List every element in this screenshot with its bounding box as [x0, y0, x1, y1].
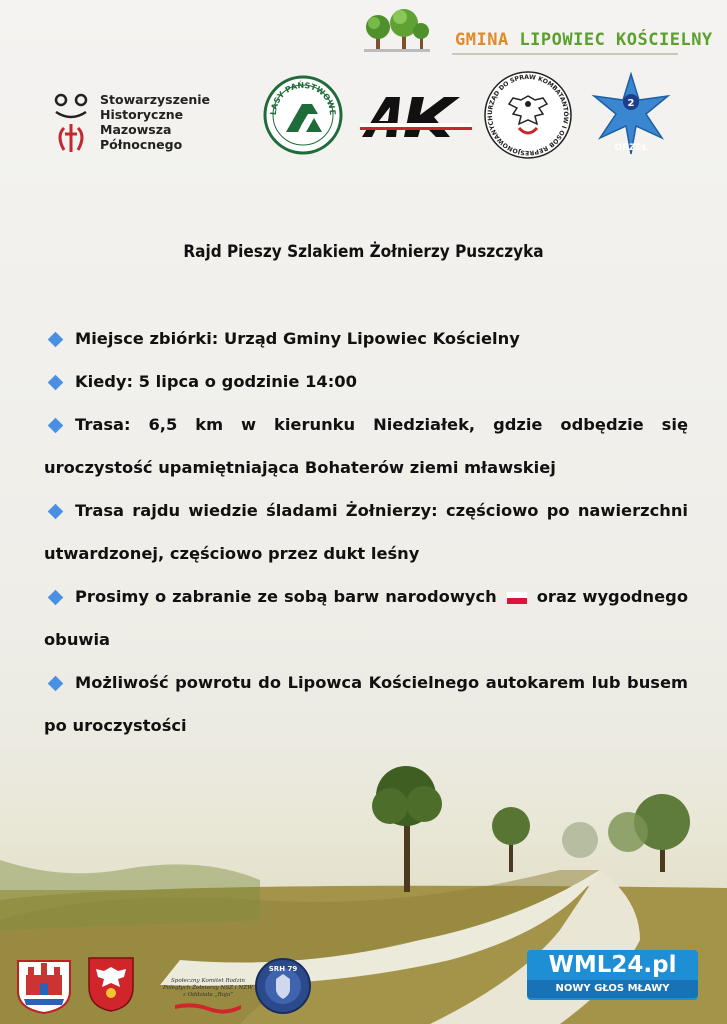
event-item-route [44, 403, 688, 489]
event-item-trail [44, 489, 688, 575]
orzel-badge-logo [590, 72, 672, 158]
gmina-title-part2: LIPOWIEC KOŚCIELNY [519, 30, 713, 50]
org-name [100, 92, 210, 152]
bullet-diamond-icon [48, 331, 64, 347]
urzad-kombatantow-text: URZĄD DO SPRAW KOMBATANTÓW I OSÓB REPRESJONOWANYCH [486, 73, 570, 157]
org-name-line: Stowarzyszenie [100, 92, 210, 107]
wml24-logo[interactable] [527, 950, 698, 1000]
bullet-diamond-icon [48, 589, 64, 605]
lasy-panstwowe-text: LASY PAŃSTWOWE [268, 80, 338, 116]
bullet-diamond-icon [48, 675, 64, 691]
org-name-line: Północnego [100, 137, 183, 152]
event-item-text: Miejsce zbiórki: Urząd Gminy Lipowiec Kościelny [75, 329, 520, 348]
gmina-title [455, 30, 713, 50]
polish-flag-icon [507, 592, 527, 604]
armia-krajowa-logo [360, 95, 472, 139]
event-item-text: Kiedy: 5 lipca o godzinie 14:00 [75, 372, 357, 391]
komitet-logo [162, 978, 254, 1015]
srh-text: SRH 79 [268, 965, 298, 973]
event-item-return [44, 661, 688, 747]
tree-icon [488, 806, 534, 872]
event-item-when [44, 360, 688, 403]
org-name-line: Mazowsza [100, 122, 172, 137]
gmina-underline [452, 53, 678, 55]
bullet-diamond-icon [48, 374, 64, 390]
bullet-diamond-icon [48, 503, 64, 519]
org-name-line: Historyczne [100, 107, 184, 122]
lasy-panstwowe-logo [262, 74, 344, 156]
org-logo [52, 92, 210, 154]
trees-icon [362, 5, 432, 55]
wml24-subtitle: NOWY GŁOS MŁAWY [527, 980, 698, 998]
event-details [44, 317, 688, 747]
komitet-text-line: Społeczny Komitet Rodzin [170, 978, 246, 984]
event-item-text-cont: oraz wygodnego obuwia [44, 587, 689, 649]
komitet-text-line: z Oddziału „Roja” [182, 992, 234, 998]
tree-icon [560, 820, 600, 860]
wml24-title: WML24.pl [548, 952, 677, 978]
orzel-badge-text: ORZEŁ [614, 143, 648, 153]
tree-icon [362, 756, 452, 896]
mlawa-coat-of-arms-icon [14, 957, 74, 1015]
komitet-text-line: Poległych Żołnierzy NSZ i NZW [163, 985, 253, 991]
srh-badge-logo [254, 957, 312, 1015]
event-item-bring [44, 575, 688, 661]
tree-icon [604, 792, 700, 874]
event-item-text: Trasa rajdu wiedzie śladami Żołnierzy: częściowo po nawierzchni utwardzonej, częściowo przez dukt leśny [44, 501, 688, 563]
gmina-title-part1: GMINA [455, 30, 509, 50]
powiat-coat-of-arms-icon [86, 955, 136, 1013]
event-title: Rajd Pieszy Szlakiem Żołnierzy Puszczyka [183, 242, 544, 262]
komitet-flag-ribbon-icon [173, 1001, 243, 1015]
event-item-text: Prosimy o zabranie ze sobą barw narodowych [75, 587, 497, 606]
event-item-text: Trasa: 6,5 km w kierunku Niedziałek, gdzie odbędzie się uroczystość upamiętniająca Bohaterów ziemi mławskiej [44, 415, 688, 477]
event-item-meeting-point [44, 317, 688, 360]
bullet-diamond-icon [48, 417, 64, 433]
event-item-text: Możliwość powrotu do Lipowca Kościelnego autokarem lub busem po uroczystości [44, 673, 688, 735]
orzel-badge-number: 2 [627, 98, 635, 109]
shhm-emblem-icon [52, 92, 90, 154]
urzad-kombatantow-logo [483, 70, 573, 160]
